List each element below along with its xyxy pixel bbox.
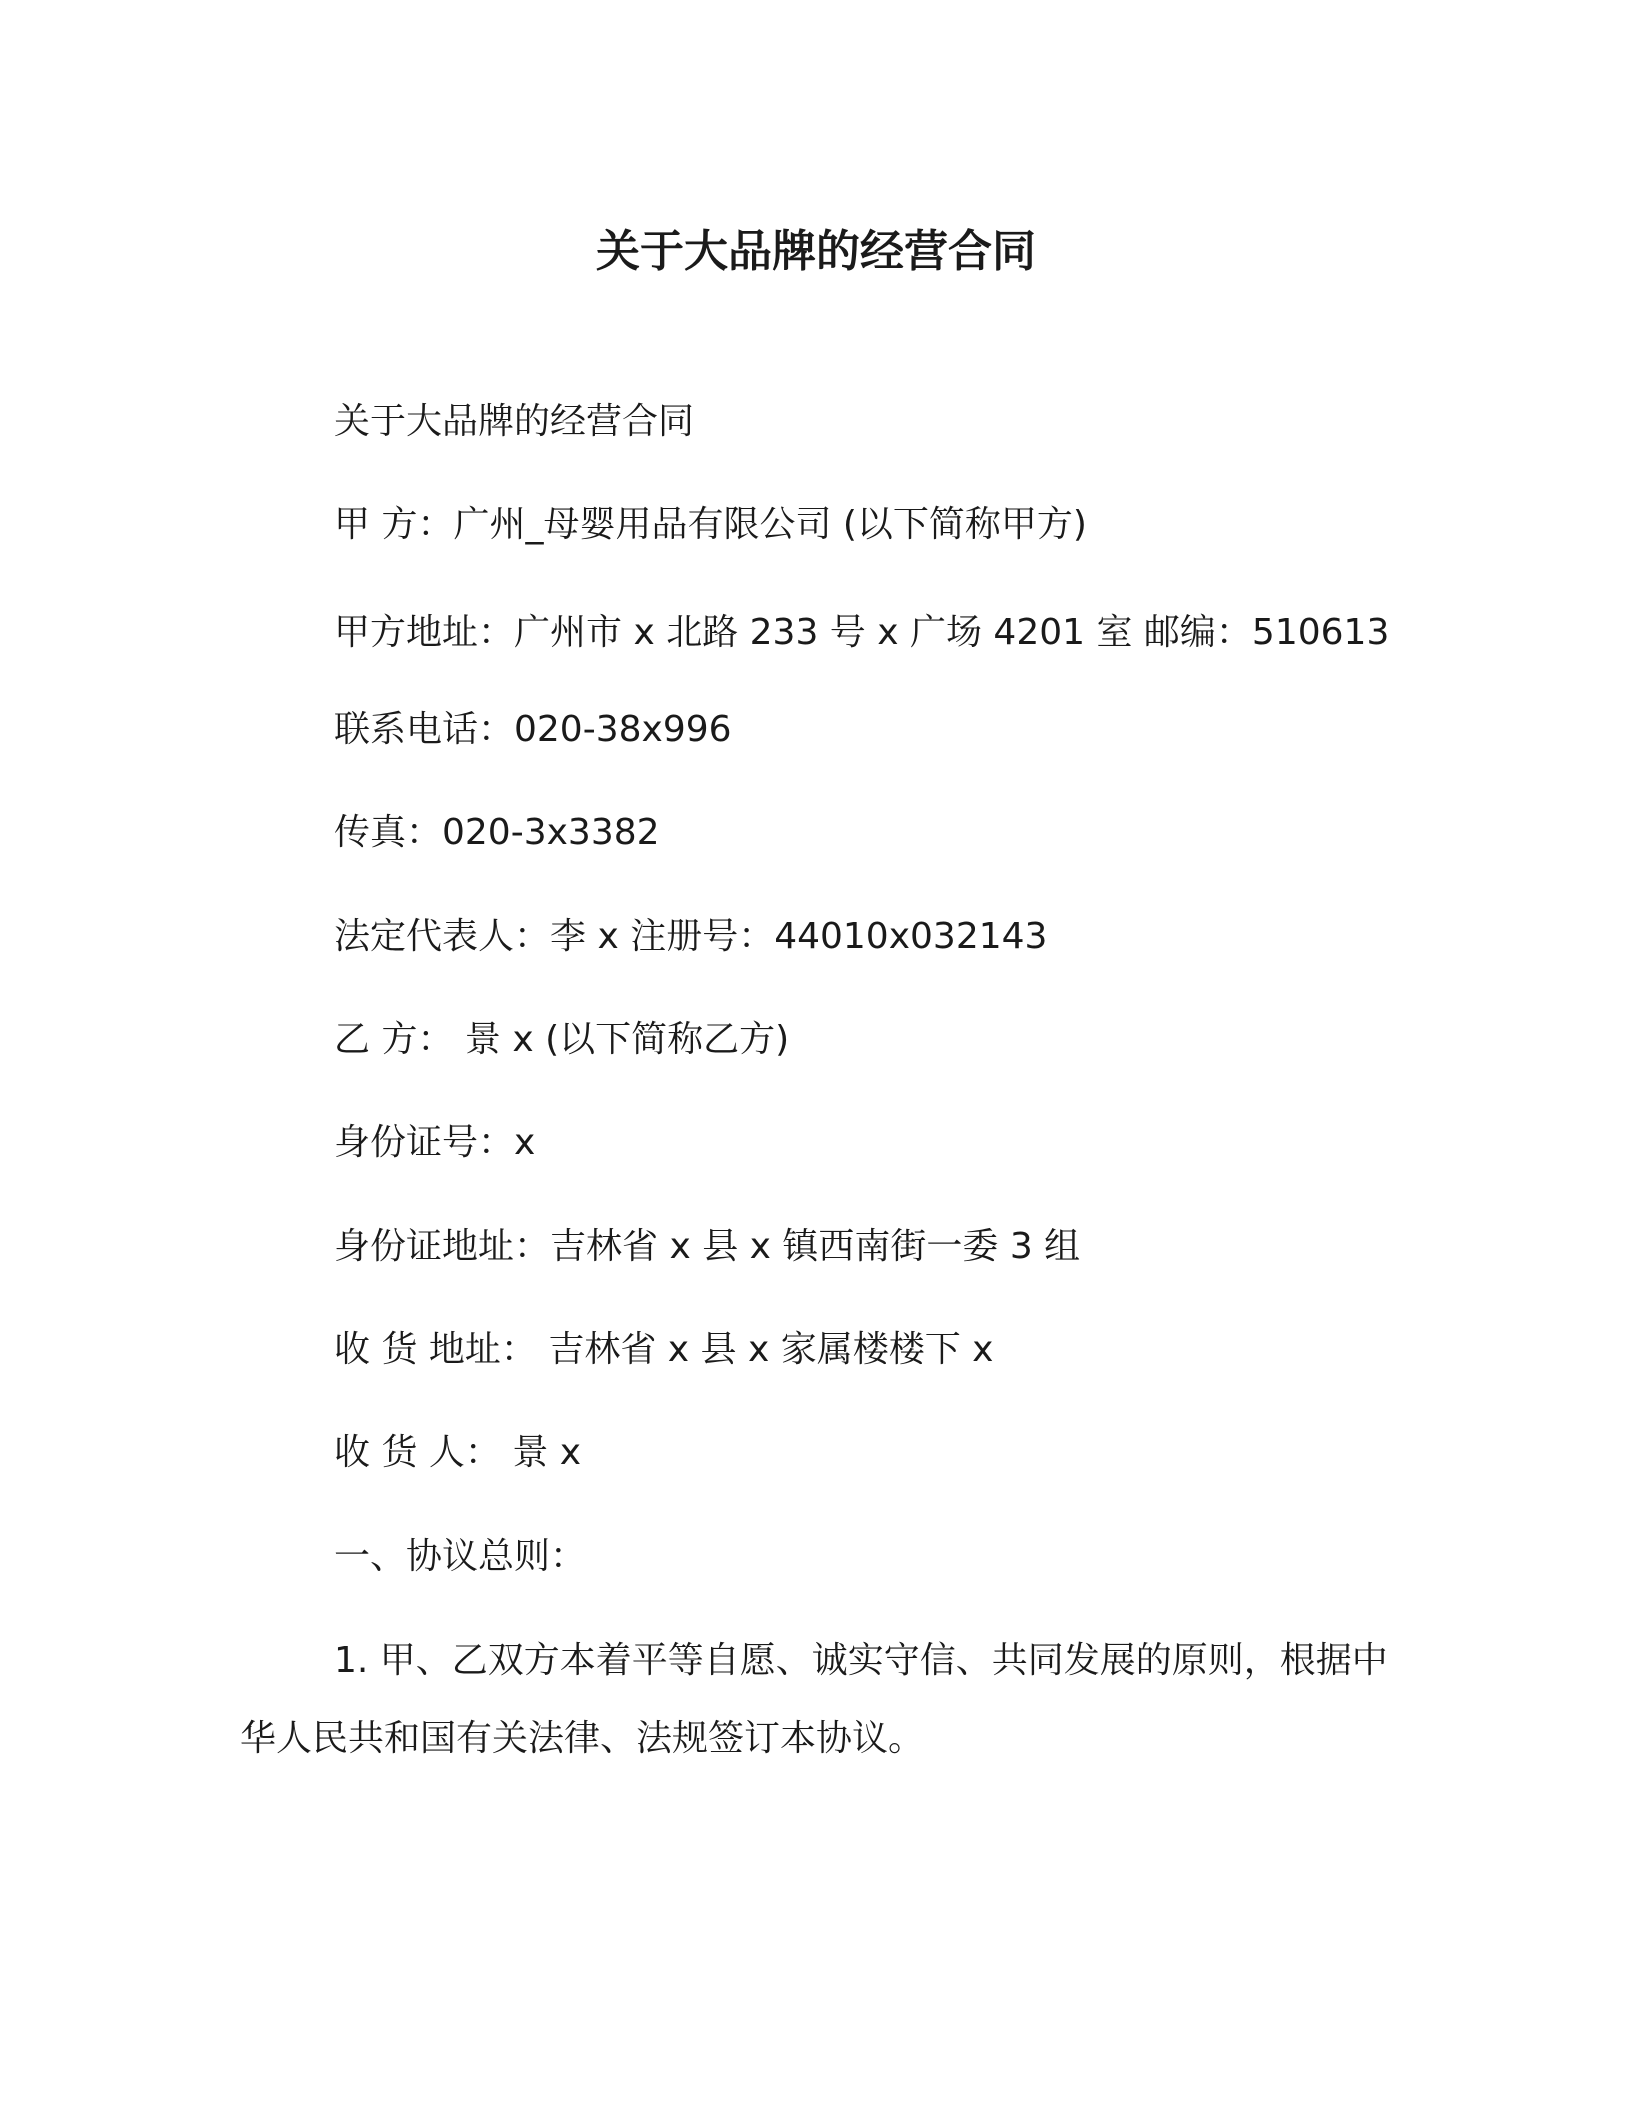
contract-heading: 关于大品牌的经营合同 — [334, 401, 695, 442]
phone-line: 联系电话：020-38x996 — [334, 709, 732, 750]
delivery-address-line: 收 货 地址： 吉林省 x 县 x 家属楼楼下 x — [334, 1329, 994, 1370]
id-address-line: 身份证地址：吉林省 x 县 x 镇西南街一委 3 组 — [334, 1226, 1081, 1267]
party-a-address-line: 甲方地址：广州市 x 北路 233 号 x 广场 4201 室 邮编：510613 — [334, 612, 1390, 653]
id-number-line: 身份证号：x — [334, 1122, 536, 1163]
party-a-line: 甲 方：广州_母婴用品有限公司 (以下简称甲方) — [334, 504, 1087, 545]
legal-representative-line: 法定代表人：李 x 注册号：44010x032143 — [334, 916, 1048, 957]
recipient-line: 收 货 人： 景 x — [334, 1432, 582, 1473]
party-b-line: 乙 方： 景 x (以下简称乙方) — [334, 1019, 790, 1060]
fax-line: 传真：020-3x3382 — [334, 812, 660, 853]
section-heading: 一、协议总则： — [334, 1536, 587, 1577]
document-title: 关于大品牌的经营合同 — [596, 226, 1036, 277]
clause-1-paragraph: 1. 甲、乙双方本着平等自愿、诚实守信、共同发展的原则，根据中华人民共和国有关法律、法规签订本协议。 — [240, 1640, 1388, 1759]
